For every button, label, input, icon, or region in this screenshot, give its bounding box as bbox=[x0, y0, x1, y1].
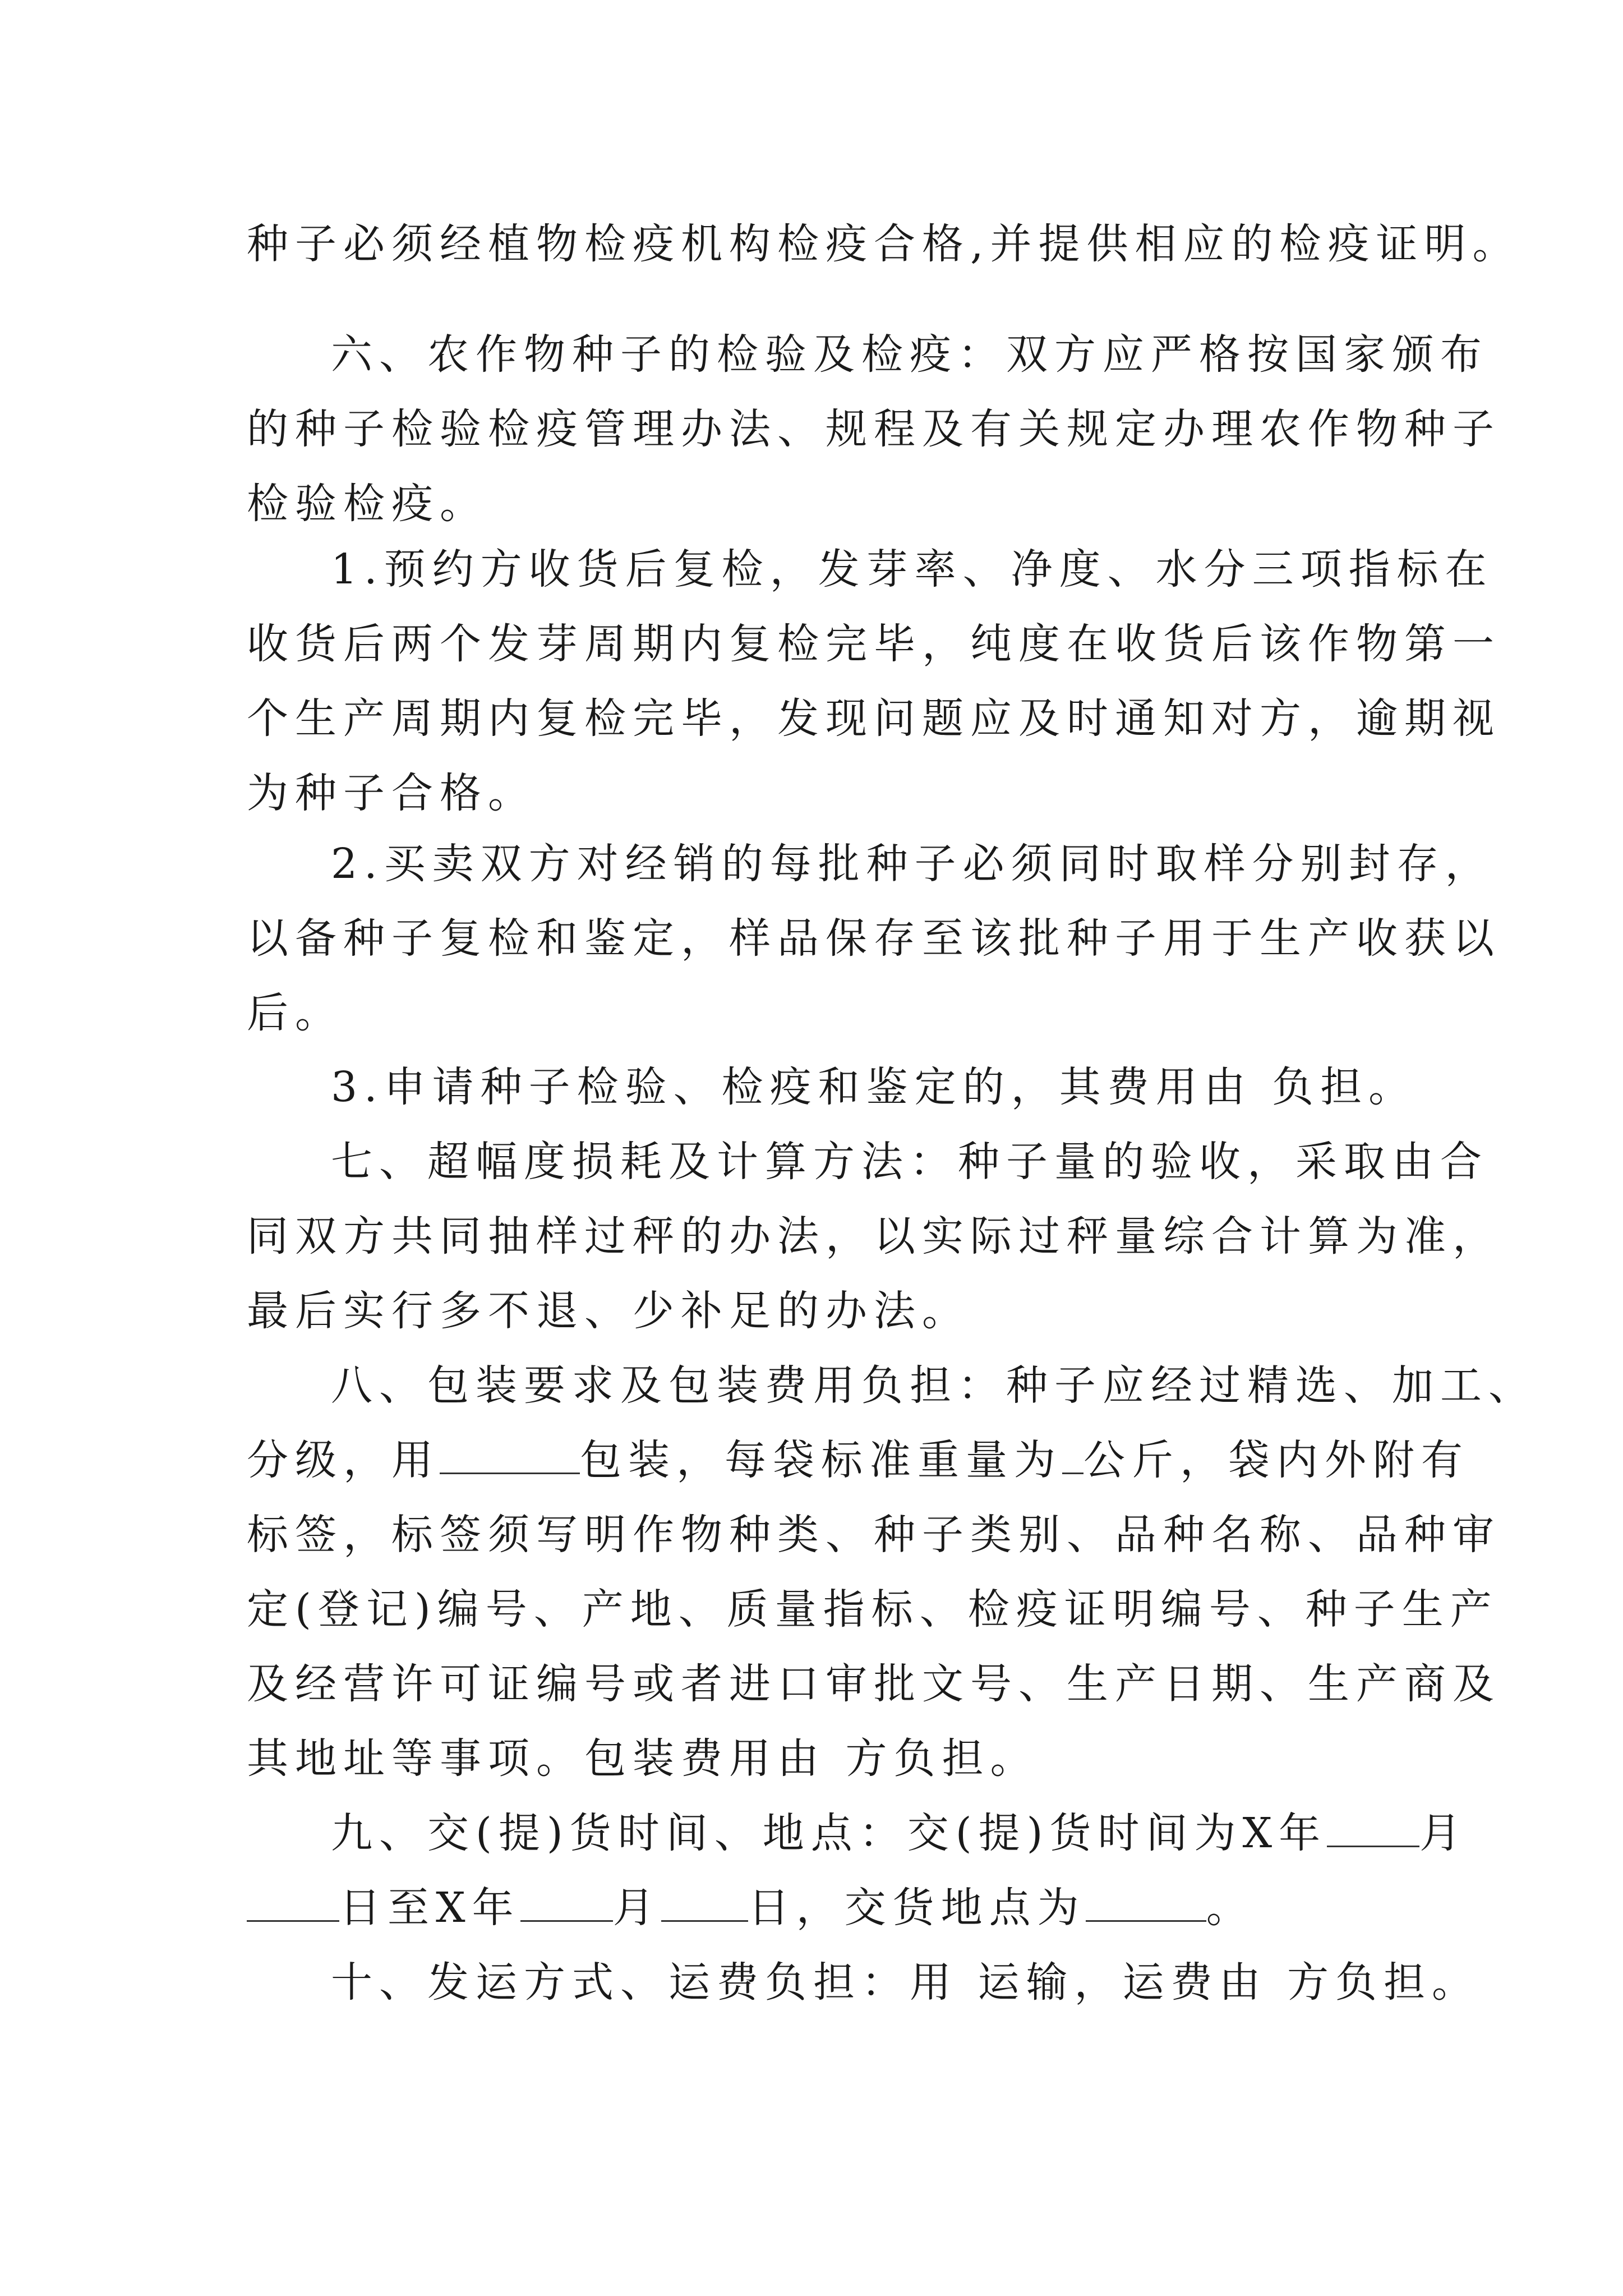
text-line: 个生产周期内复检完毕，发现问题应及时通知对方，逾期视 bbox=[247, 694, 1501, 743]
text-line: 定(登记)编号、产地、质量指标、检疫证明编号、种子生产 bbox=[247, 1585, 1498, 1634]
text-segment: 公斤，袋内外附有 bbox=[1083, 1436, 1469, 1484]
text-line: 种子必须经植物检疫机构检疫合格,并提供相应的检疫证明。 bbox=[247, 220, 1521, 268]
text-line: 同双方共同抽样过秤的办法，以实际过秤量综合计算为准， bbox=[247, 1212, 1501, 1260]
text-line: 收货后两个发芽周期内复检完毕，纯度在收货后该作物第一 bbox=[247, 620, 1501, 668]
text-line: 七、超幅度损耗及计算方法：种子量的验收，采取由合 bbox=[331, 1138, 1488, 1186]
text-line: 后。 bbox=[247, 989, 343, 1037]
fill-in-blank bbox=[661, 1884, 748, 1922]
text-segment: 分级，用 bbox=[247, 1436, 440, 1484]
text-line: 标签，标签须写明作物种类、种子类别、品种名称、品种审 bbox=[247, 1511, 1501, 1559]
text-line: 八、包装要求及包装费用负担：种子应经过精选、加工、 bbox=[331, 1361, 1537, 1410]
text-segment: 日至X年 bbox=[339, 1884, 520, 1932]
text-segment: 。 bbox=[1206, 1884, 1255, 1932]
text-line: 最后实行多不退、少补足的办法。 bbox=[247, 1287, 970, 1335]
fill-in-blank bbox=[440, 1437, 580, 1474]
text-line: 检验检疫。 bbox=[247, 480, 488, 528]
fill-in-blank bbox=[247, 1884, 339, 1922]
fill-in-blank bbox=[1086, 1884, 1206, 1922]
text-line: 为种子合格。 bbox=[247, 769, 536, 817]
text-line: 其地址等事项。包装费用由 方负担。 bbox=[247, 1734, 1039, 1783]
text-segment: 包装，每袋标准重量为 bbox=[580, 1436, 1062, 1484]
text-segment: 月 bbox=[612, 1884, 661, 1932]
text-line: 的种子检验检疫管理办法、规程及有关规定办理农作物种子 bbox=[247, 405, 1501, 453]
text-segment: 九、交(提)货时间、地点：交(提)货时间为X年 bbox=[331, 1809, 1327, 1857]
text-line: 以备种子复检和鉴定，样品保存至该批种子用于生产收获以 bbox=[247, 914, 1501, 963]
text-line: 及经营许可证编号或者进口审批文号、生产日期、生产商及 bbox=[247, 1660, 1501, 1708]
text-segment: 月 bbox=[1419, 1809, 1468, 1857]
text-line: 十、发运方式、运费负担：用 运输，运费由 方负担。 bbox=[331, 1958, 1481, 2007]
text-segment: 日，交货地点为 bbox=[748, 1884, 1086, 1932]
text-line: 六、农作物种子的检验及检疫：双方应严格按国家颁布 bbox=[331, 330, 1488, 379]
fill-in-blank bbox=[1327, 1810, 1419, 1847]
text-line: 2.买卖双方对经销的每批种子必须同时取样分别封存， bbox=[331, 840, 1493, 888]
text-line: 1.预约方收货后复检，发芽率、净度、水分三项指标在 bbox=[331, 545, 1493, 593]
text-line: 3.申请种子检验、检疫和鉴定的，其费用由 负担。 bbox=[331, 1063, 1417, 1111]
fill-in-blank bbox=[520, 1884, 613, 1922]
fill-in-blank bbox=[1062, 1437, 1083, 1474]
